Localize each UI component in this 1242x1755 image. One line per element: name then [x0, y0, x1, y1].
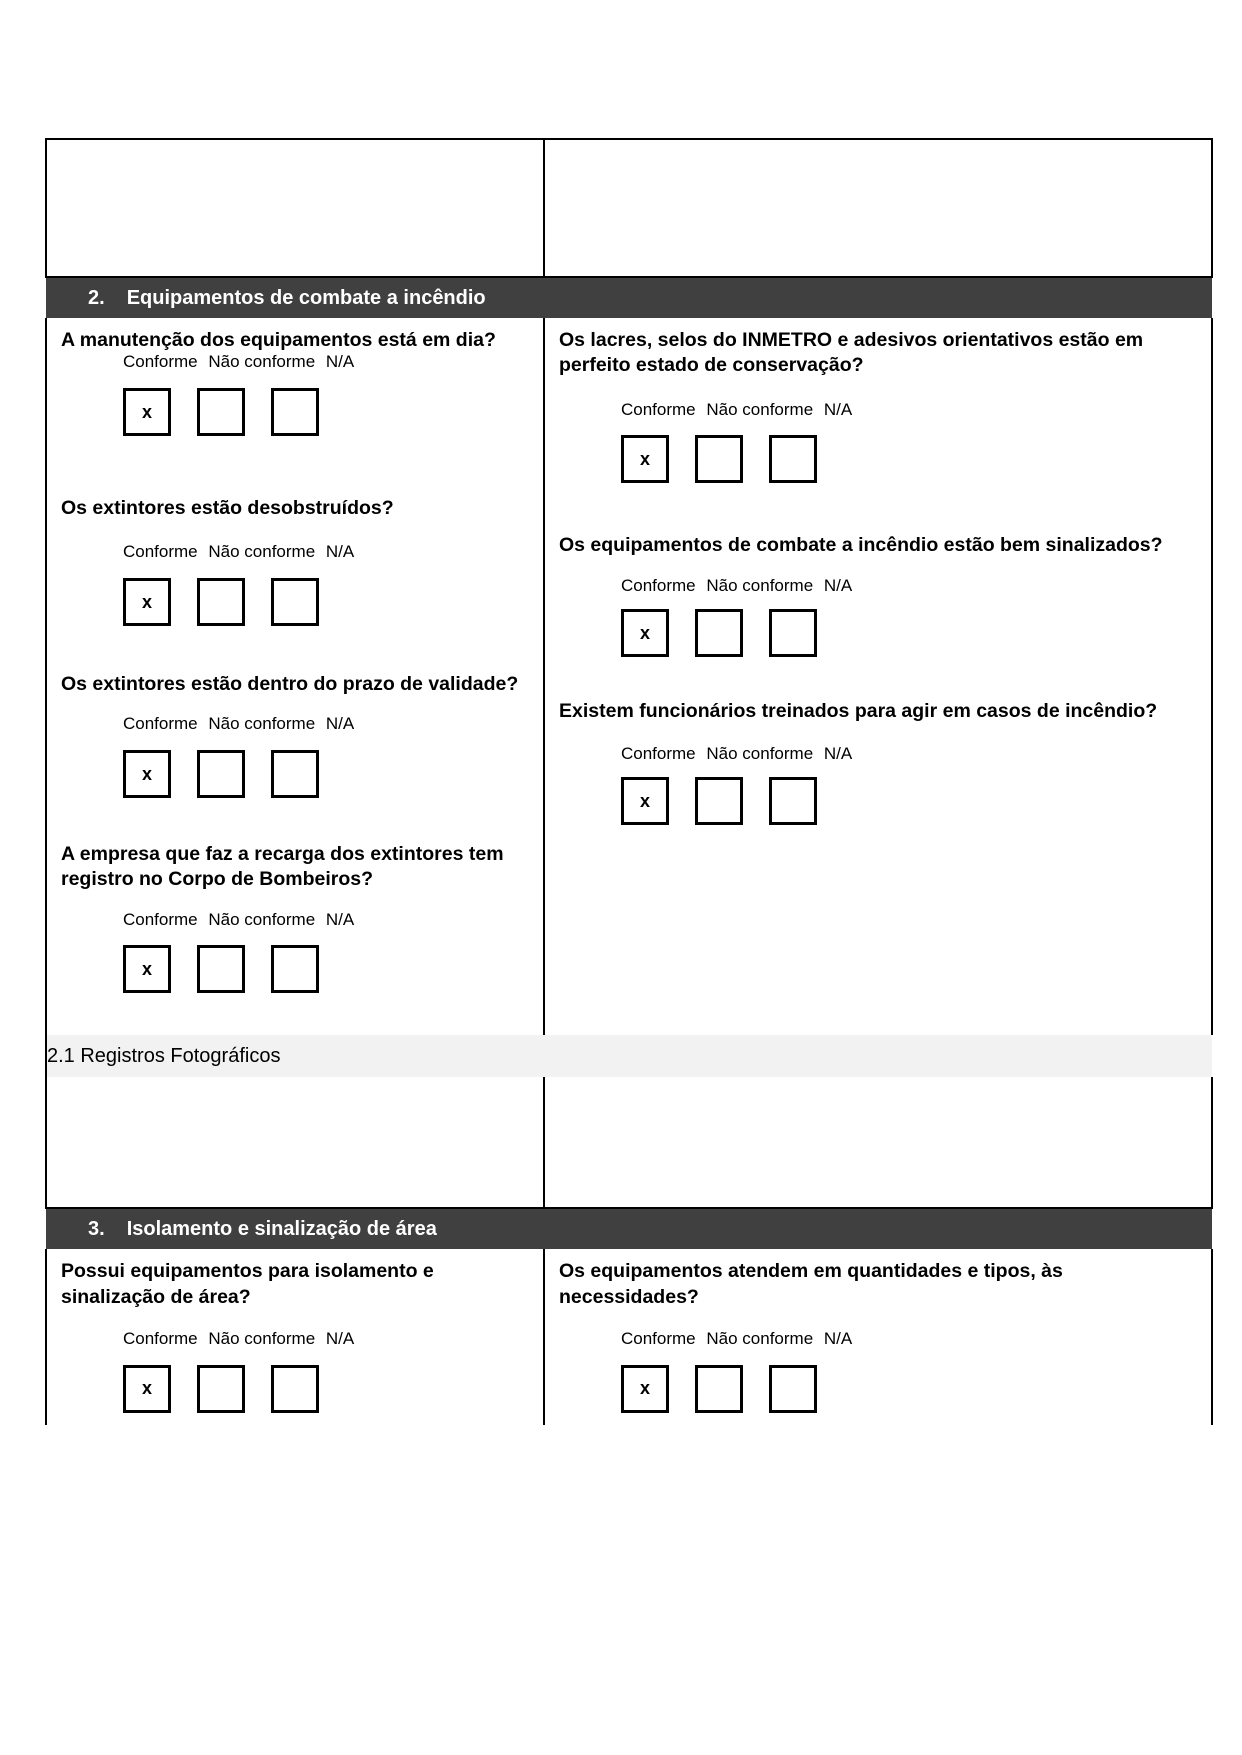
- option-label-nao-conforme: Não conforme: [208, 1329, 316, 1349]
- checkbox-nao-conforme[interactable]: [197, 388, 245, 436]
- photo-cell-top-right[interactable]: [544, 139, 1212, 277]
- option-label-na: N/A: [325, 542, 355, 562]
- section-title-2: Equipamentos de combate a incêndio: [126, 287, 486, 309]
- table-row-section2-header: [46, 277, 1212, 318]
- checkbox-nao-conforme[interactable]: [695, 609, 743, 657]
- options-labels: [123, 353, 529, 372]
- checkbox-nao-conforme[interactable]: [197, 750, 245, 798]
- option-label-na: N/A: [325, 909, 355, 929]
- question-text: Os extintores estão dentro do prazo de validade?: [61, 673, 519, 696]
- option-label-nao-conforme: Não conforme: [208, 909, 316, 929]
- option-label-conforme: Conforme: [123, 714, 198, 734]
- section3-left-column: [46, 1249, 544, 1424]
- section2-right-column: [544, 318, 1212, 1035]
- photo-cell-2-1-left[interactable]: [46, 1077, 544, 1208]
- option-label-na: N/A: [325, 352, 355, 372]
- option-label-conforme: Conforme: [621, 399, 696, 419]
- table-row-section2-questions: [46, 318, 1212, 1035]
- question-text: Existem funcionários treinados para agir em casos de incêndio?: [559, 700, 1158, 723]
- checkbox-conforme[interactable]: x: [621, 435, 669, 483]
- checkbox-na[interactable]: [271, 1365, 319, 1413]
- checkbox-conforme[interactable]: x: [123, 750, 171, 798]
- checkbox-conforme[interactable]: x: [123, 1365, 171, 1413]
- checkbox-group: [123, 945, 529, 993]
- question-block: [61, 672, 529, 798]
- photo-cell-top-left[interactable]: [46, 139, 544, 277]
- checkbox-conforme[interactable]: x: [123, 945, 171, 993]
- question-text: Os extintores estão desobstruídos?: [61, 497, 394, 520]
- checkbox-na[interactable]: [271, 945, 319, 993]
- question-block: [559, 1259, 1197, 1412]
- option-label-na: N/A: [325, 714, 355, 734]
- options-labels: [123, 1330, 529, 1349]
- option-label-nao-conforme: Não conforme: [208, 714, 316, 734]
- question-block: [61, 328, 529, 436]
- section-number-3: 3.: [88, 1218, 105, 1241]
- section-title-3: Isolamento e sinalização de área: [126, 1218, 437, 1241]
- options-labels: [123, 715, 529, 734]
- section-header-2: [46, 277, 1212, 318]
- option-label-nao-conforme: Não conforme: [706, 1329, 814, 1349]
- table-row-photos-2-1: [46, 1077, 1212, 1208]
- checkbox-conforme[interactable]: x: [123, 388, 171, 436]
- option-label-nao-conforme: Não conforme: [706, 575, 814, 595]
- question-block: [61, 496, 529, 626]
- question-block: [559, 328, 1197, 483]
- section-header-3: [46, 1208, 1212, 1249]
- checkbox-na[interactable]: [769, 1365, 817, 1413]
- checkbox-group: [123, 388, 529, 436]
- options-labels: [621, 745, 1197, 764]
- checkbox-nao-conforme[interactable]: [197, 1365, 245, 1413]
- option-label-nao-conforme: Não conforme: [208, 352, 316, 372]
- option-label-nao-conforme: Não conforme: [706, 399, 814, 419]
- checkbox-group: [123, 1365, 529, 1413]
- option-label-conforme: Conforme: [123, 909, 198, 929]
- option-label-na: N/A: [823, 399, 853, 419]
- checkbox-group: [123, 750, 529, 798]
- checkbox-conforme[interactable]: x: [621, 777, 669, 825]
- checkbox-group: [621, 1365, 1197, 1413]
- subsection-header-2-1: 2.1 Registros Fotográficos: [46, 1035, 1212, 1077]
- checkbox-conforme[interactable]: x: [621, 1365, 669, 1413]
- section2-left-column: [46, 318, 544, 1035]
- section3-right-column: [544, 1249, 1212, 1424]
- option-label-conforme: Conforme: [123, 1329, 198, 1349]
- checkbox-na[interactable]: [769, 777, 817, 825]
- options-labels: [621, 577, 1197, 596]
- checkbox-na[interactable]: [271, 388, 319, 436]
- options-labels: [123, 543, 529, 562]
- checkbox-nao-conforme[interactable]: [197, 945, 245, 993]
- checkbox-group: [621, 777, 1197, 825]
- option-label-conforme: Conforme: [621, 575, 696, 595]
- question-block: [61, 842, 529, 993]
- checkbox-group: [621, 435, 1197, 483]
- question-text: Os equipamentos atendem em quantidades e tipos, às necessidades?: [559, 1260, 1063, 1308]
- option-label-nao-conforme: Não conforme: [706, 743, 814, 763]
- option-label-conforme: Conforme: [123, 542, 198, 562]
- checkbox-conforme[interactable]: x: [123, 578, 171, 626]
- question-block: [559, 533, 1197, 657]
- table-row-photos-top: [46, 139, 1212, 277]
- checkbox-nao-conforme[interactable]: [197, 578, 245, 626]
- checkbox-na[interactable]: [271, 578, 319, 626]
- question-text: A empresa que faz a recarga dos extintores tem registro no Corpo de Bombeiros?: [61, 843, 504, 891]
- question-text: A manutenção dos equipamentos está em dia?: [61, 329, 496, 351]
- option-label-na: N/A: [325, 1329, 355, 1349]
- options-labels: [621, 401, 1197, 420]
- question-block: [559, 699, 1197, 825]
- options-labels: [123, 911, 529, 930]
- checkbox-nao-conforme[interactable]: [695, 1365, 743, 1413]
- option-label-na: N/A: [823, 743, 853, 763]
- checkbox-nao-conforme[interactable]: [695, 777, 743, 825]
- option-label-conforme: Conforme: [621, 743, 696, 763]
- table-row-section3-questions: [46, 1249, 1212, 1424]
- photo-cell-2-1-right[interactable]: [544, 1077, 1212, 1208]
- option-label-nao-conforme: Não conforme: [208, 542, 316, 562]
- checkbox-group: [621, 609, 1197, 657]
- question-text: Os equipamentos de combate a incêndio estão bem sinalizados?: [559, 534, 1163, 557]
- question-text: Possui equipamentos para isolamento e sinalização de área?: [61, 1260, 434, 1308]
- option-label-conforme: Conforme: [621, 1329, 696, 1349]
- question-text: Os lacres, selos do INMETRO e adesivos orientativos estão em perfeito estado de conservação?: [559, 329, 1144, 377]
- checkbox-na[interactable]: [769, 609, 817, 657]
- section-number-2: 2.: [88, 287, 105, 309]
- checkbox-conforme[interactable]: x: [621, 609, 669, 657]
- question-block: [61, 1259, 529, 1412]
- options-labels: [621, 1330, 1197, 1349]
- checkbox-na[interactable]: [769, 435, 817, 483]
- checkbox-na[interactable]: [271, 750, 319, 798]
- checklist-table: [45, 138, 1213, 1425]
- checkbox-group: [123, 578, 529, 626]
- option-label-na: N/A: [823, 575, 853, 595]
- checkbox-nao-conforme[interactable]: [695, 435, 743, 483]
- option-label-na: N/A: [823, 1329, 853, 1349]
- table-row-section3-header: [46, 1208, 1212, 1249]
- table-row-subsection-2-1: [46, 1035, 1212, 1077]
- option-label-conforme: Conforme: [123, 352, 198, 372]
